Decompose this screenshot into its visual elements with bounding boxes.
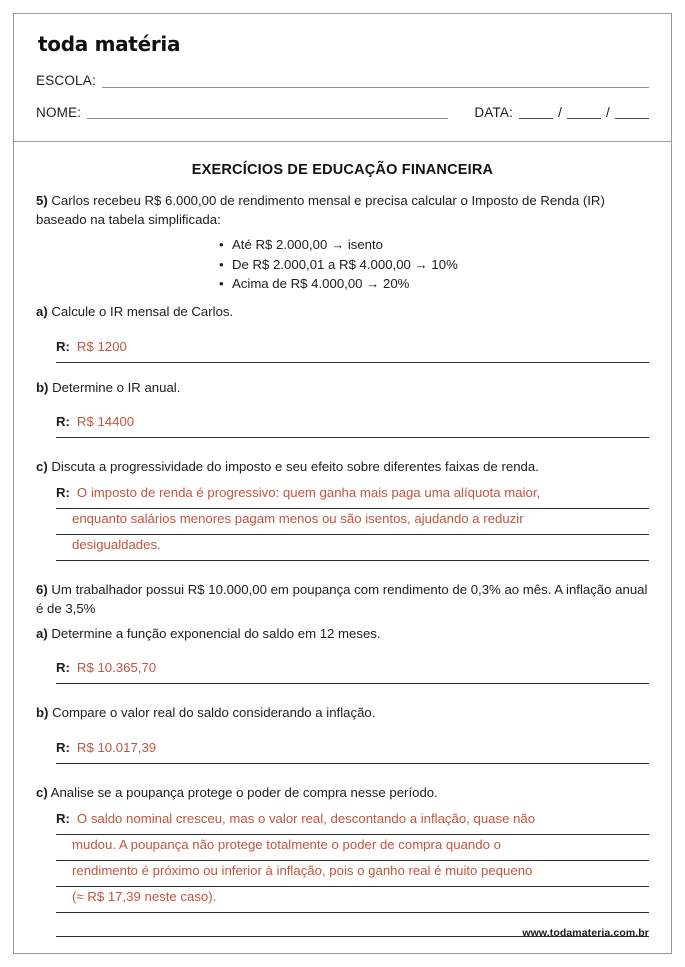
answer-field-5c-line-3[interactable] bbox=[56, 535, 649, 561]
answer-value-6c-line-3[interactable]: rendimento é próximo ou inferior à inflação, pois o ganho real é muito pequeno bbox=[72, 862, 533, 878]
answer-label-5b: R: bbox=[56, 414, 70, 430]
list-item: • Até R$ 2.000,00 → isento bbox=[36, 235, 649, 254]
worksheet-header bbox=[14, 14, 671, 142]
question-5b-prompt-text: Determine o IR anual. bbox=[52, 379, 181, 395]
answer-label-6a: R: bbox=[56, 660, 70, 676]
question-5c-prompt-text: Discuta a progressividade do imposto e seu efeito sobre diferentes faixas de renda. bbox=[51, 459, 539, 475]
data-day-blank[interactable] bbox=[519, 108, 553, 119]
nome-input-rule[interactable] bbox=[87, 108, 448, 119]
answer-field-5c-line-2[interactable] bbox=[56, 509, 649, 535]
brand-logo: toda matéria bbox=[38, 32, 181, 56]
answer-value-6c-line-4[interactable]: (≈ R$ 17,39 neste caso). bbox=[72, 888, 217, 904]
footer-website: www.todamateria.com.br bbox=[522, 927, 649, 939]
list-item: • De R$ 2.000,01 a R$ 4.000,00 → 10% bbox=[36, 255, 649, 274]
question-6a-letter: a) bbox=[36, 625, 48, 641]
question-6-stem-text: Um trabalhador possui R$ 10.000,00 em poupança com rendimento de 0,3% ao mês. A inflação anual é de 3,5% bbox=[36, 582, 648, 616]
question-5a-prompt bbox=[36, 303, 649, 322]
question-6-number: 6) bbox=[36, 582, 48, 598]
data-label: DATA: bbox=[474, 104, 514, 120]
date-separator-1: / bbox=[558, 104, 563, 120]
question-5-stem-text: Carlos recebeu R$ 6.000,00 de rendimento mensal e precisa calcular o Imposto de Renda (IR) baseado na tabela simplificada: bbox=[36, 193, 605, 227]
worksheet-page bbox=[13, 13, 672, 954]
answer-value-6c-line-2[interactable]: mudou. A poupança não protege totalmente o poder de compra quando o bbox=[72, 836, 501, 852]
question-6a-prompt-text: Determine a função exponencial do saldo em 12 meses. bbox=[51, 625, 381, 641]
question-5b-prompt bbox=[36, 379, 649, 398]
answer-field-5a[interactable] bbox=[56, 337, 649, 363]
question-5-stem bbox=[36, 192, 649, 229]
answer-field-6c-line-1[interactable] bbox=[56, 809, 649, 835]
answer-field-5c-line-1[interactable] bbox=[56, 483, 649, 509]
question-6b-prompt-text: Compare o valor real do saldo considerando a inflação. bbox=[52, 705, 376, 721]
answer-field-6c-line-3[interactable] bbox=[56, 861, 649, 887]
answer-field-6b[interactable] bbox=[56, 738, 649, 764]
question-5-bracket-list bbox=[36, 235, 649, 292]
answer-value-5a[interactable]: R$ 1200 bbox=[76, 338, 127, 354]
worksheet-body bbox=[14, 142, 671, 937]
question-6-stem bbox=[36, 581, 649, 618]
answer-value-6b[interactable]: R$ 10.017,39 bbox=[76, 740, 157, 756]
data-year-blank[interactable] bbox=[615, 108, 649, 119]
question-5c-letter: c) bbox=[36, 459, 48, 475]
question-5a-letter: a) bbox=[36, 303, 48, 319]
answer-field-6c-line-2[interactable] bbox=[56, 835, 649, 861]
answer-value-6c-line-1[interactable]: O saldo nominal cresceu, mas o valor real, descontando a inflação, quase não bbox=[76, 810, 536, 826]
question-6c-letter: c) bbox=[36, 785, 48, 801]
question-6a-prompt bbox=[36, 625, 649, 644]
answer-label-6c: R: bbox=[56, 810, 70, 826]
page-title: EXERCÍCIOS DE EDUCAÇÃO FINANCEIRA bbox=[191, 162, 494, 178]
escola-field-row bbox=[36, 74, 649, 88]
answer-value-5c-line-1[interactable]: O imposto de renda é progressivo: quem ganha mais paga uma alíquota maior, bbox=[76, 485, 541, 501]
question-5b-letter: b) bbox=[36, 379, 49, 395]
answer-label-5a: R: bbox=[56, 338, 70, 354]
answer-label-6b: R: bbox=[56, 740, 70, 756]
question-6b-prompt bbox=[36, 704, 649, 723]
question-5c-prompt bbox=[36, 458, 649, 477]
question-6c-prompt bbox=[36, 784, 649, 803]
answer-value-5b[interactable]: R$ 14400 bbox=[76, 414, 135, 430]
answer-field-5b[interactable] bbox=[56, 412, 649, 438]
question-6b-letter: b) bbox=[36, 705, 49, 721]
escola-label: ESCOLA: bbox=[36, 73, 96, 88]
nome-data-field-row bbox=[36, 106, 649, 120]
question-6c-prompt-text: Analise se a poupança protege o poder de compra nesse período. bbox=[50, 785, 438, 801]
nome-label: NOME: bbox=[36, 104, 82, 120]
data-field-group bbox=[474, 106, 649, 120]
answer-label-5c: R: bbox=[56, 485, 70, 501]
answer-field-6c-line-4[interactable] bbox=[56, 887, 649, 913]
data-month-blank[interactable] bbox=[567, 108, 601, 119]
list-item: • Acima de R$ 4.000,00 → 20% bbox=[36, 274, 649, 293]
question-5-number: 5) bbox=[36, 193, 48, 208]
answer-value-5c-line-2[interactable]: enquanto salários menores pagam menos ou são isentos, ajudando a reduzir bbox=[72, 511, 524, 527]
answer-value-6a[interactable]: R$ 10.365,70 bbox=[76, 660, 157, 676]
escola-input-rule[interactable] bbox=[102, 77, 649, 88]
answer-value-5c-line-3[interactable]: desigualdades. bbox=[72, 537, 161, 553]
question-5a-prompt-text: Calcule o IR mensal de Carlos. bbox=[51, 303, 234, 319]
answer-field-6a[interactable] bbox=[56, 658, 649, 684]
date-separator-2: / bbox=[606, 104, 610, 120]
